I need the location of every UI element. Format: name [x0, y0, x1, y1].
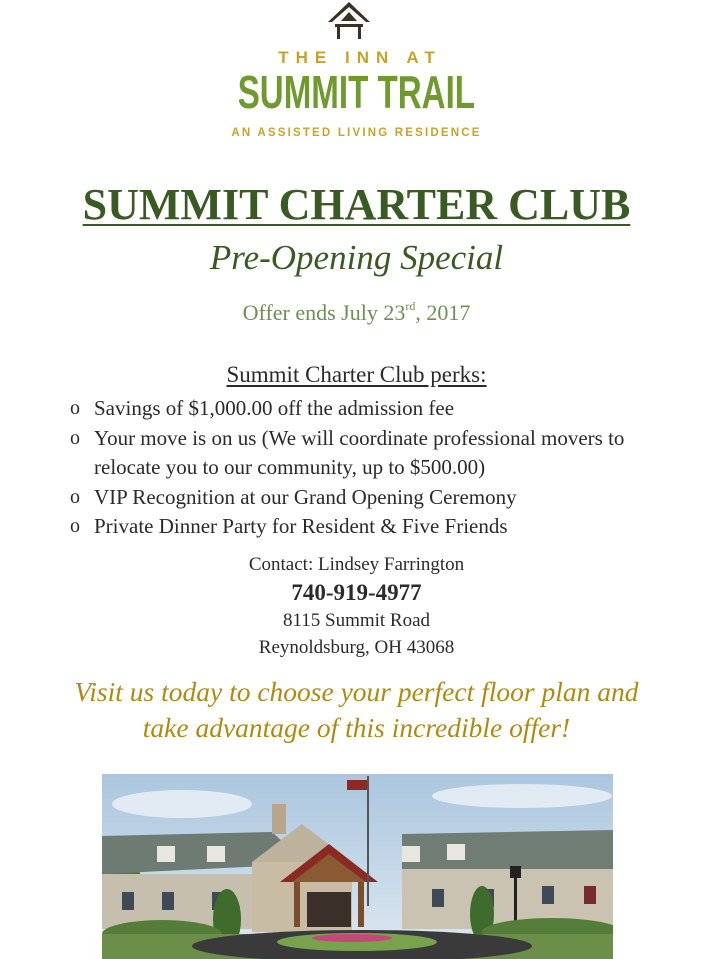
list-item	[0, 512, 713, 542]
list-item	[0, 424, 650, 483]
address-street: 8115 Summit Road	[282, 610, 431, 631]
logo-tagline: AN ASSISTED LIVING RESIDENCE	[231, 127, 482, 139]
building-illustration	[102, 774, 613, 959]
contact-name: Contact: Lindsey Farrington	[248, 554, 465, 575]
logo	[0, 0, 713, 150]
perks-list	[0, 394, 713, 542]
perk-text: VIP Recognition at our Grand Opening Ceremony	[94, 484, 517, 509]
page-subtitle: Pre-Opening Special	[209, 238, 504, 277]
page-title: SUMMIT CHARTER CLUB	[82, 180, 631, 229]
logo-line-1: THE INN AT	[278, 48, 442, 67]
contact-phone: 740-919-4977	[291, 580, 422, 605]
address-city: Reynoldsburg, OH 43068	[258, 637, 455, 658]
bullet: o	[70, 426, 80, 449]
perk-text: Private Dinner Party for Resident & Five Friends	[94, 514, 508, 538]
perk-text: Savings of $1,000.00 off the admission fee	[94, 396, 455, 420]
perks-heading: Summit Charter Club perks:	[226, 362, 487, 387]
building-photo	[102, 774, 613, 959]
offer-deadline	[0, 300, 713, 326]
cta-line-1: Visit us today to choose your perfect floor plan and	[74, 676, 639, 707]
offer-year: , 2017	[415, 300, 471, 325]
offer-prefix: Offer ends July 23	[242, 300, 406, 325]
bullet: o	[70, 515, 80, 537]
perk-text: Your move is on us (We will coordinate professional movers to relocate you to our community, up to $500.00)	[94, 425, 625, 479]
call-to-action	[0, 674, 713, 746]
logo-line-2: SUMMIT TRAIL	[237, 66, 476, 118]
cta-line-2: take advantage of this incredible offer!	[142, 712, 571, 743]
bullet: o	[70, 397, 80, 419]
list-item	[0, 483, 713, 513]
bullet: o	[70, 485, 80, 508]
roof-icon	[326, 0, 372, 40]
list-item	[0, 394, 713, 424]
offer-ordinal: rd	[405, 299, 416, 313]
